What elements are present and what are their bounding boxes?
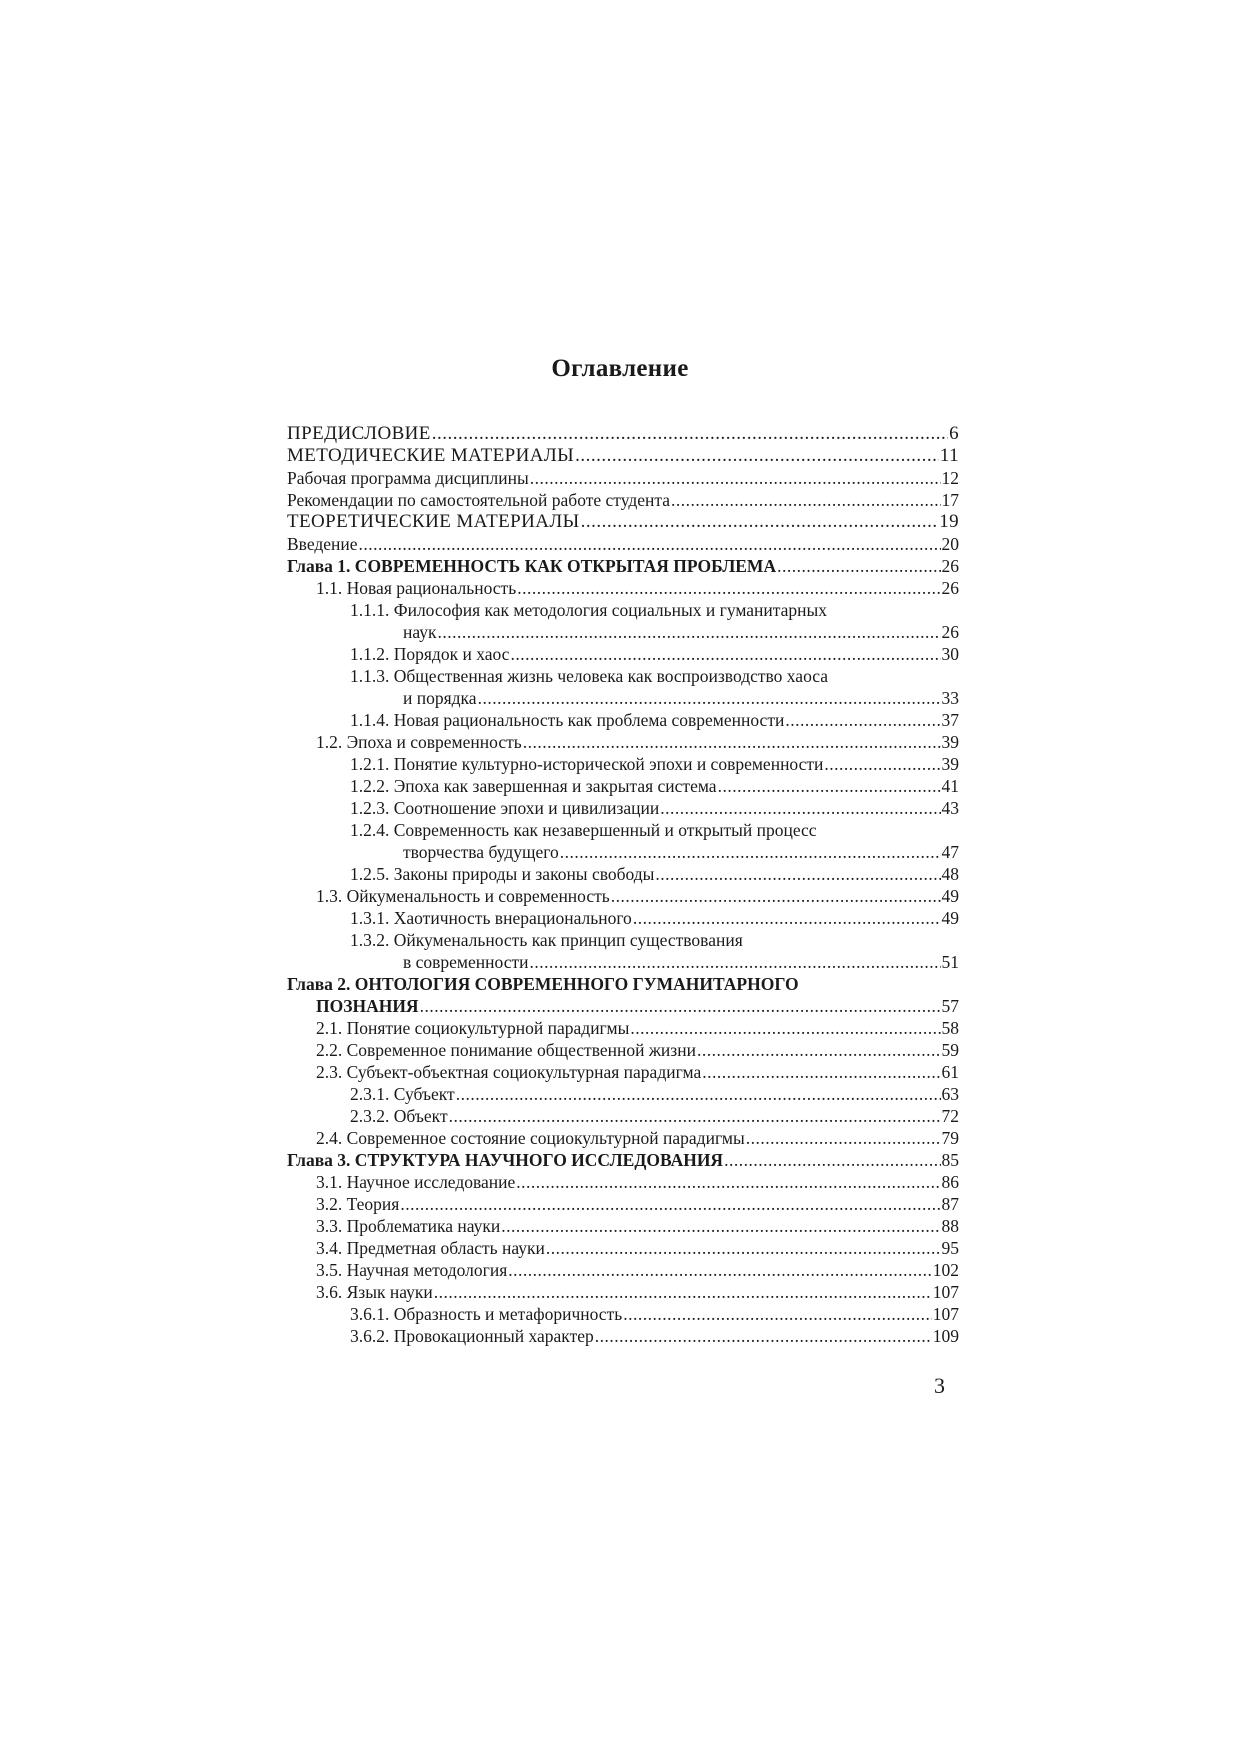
toc-entry-text: 3.6.2. Провокационный характер [350, 1326, 594, 1346]
toc-entry-text: 1.2.4. Современность как незавершенный и открытый процесс [350, 820, 817, 840]
toc-entry [287, 907, 959, 929]
toc-entry-text-cont: ПОЗНАНИЯ [316, 996, 419, 1016]
toc-entry-page: 85 [941, 1150, 959, 1170]
toc-entry-text: Введение [287, 534, 358, 554]
toc-entry [287, 423, 959, 445]
toc-entry-page: 72 [941, 1106, 959, 1126]
toc-entry-text: 3.6. Язык науки [316, 1282, 433, 1302]
toc-entry-page: 109 [932, 1326, 959, 1346]
toc-entry [287, 445, 959, 467]
toc-entry-text: ПРЕДИСЛОВИЕ [287, 423, 431, 444]
toc-entry-text: 3.3. Проблематика науки [316, 1216, 501, 1236]
toc-entry-page: 43 [941, 798, 959, 818]
toc-entry-text: 1.1.1. Философия как методология социальных и гуманитарных [350, 600, 828, 620]
toc-entry-page: 87 [941, 1194, 959, 1214]
toc-entry-page: 107 [932, 1282, 959, 1302]
toc-entry [287, 467, 959, 489]
toc-entry [287, 1039, 959, 1061]
toc-entry [287, 709, 959, 731]
toc-entry-text: 3.6.1. Образность и метафоричность [350, 1304, 623, 1324]
toc-chapter [287, 1149, 959, 1171]
toc-entry-text: 3.1. Научное исследование [316, 1172, 516, 1192]
toc-entry-page: 19 [939, 511, 959, 532]
toc-entry-page: 26 [941, 578, 959, 598]
toc-entry-text: 1.3. Ойкуменальность и современность [316, 886, 610, 906]
toc-entry-page: 30 [941, 644, 959, 664]
toc-entry-page: 11 [939, 445, 959, 466]
toc-entry [287, 797, 959, 819]
toc-entry [287, 1215, 959, 1237]
toc-entry [287, 1259, 959, 1281]
toc-entry-page: 61 [941, 1062, 959, 1082]
page-title: Оглавление [551, 355, 689, 382]
toc-entry-text-cont: творчества будущего [403, 842, 559, 862]
toc-entry [287, 819, 959, 841]
toc-entry-page: 37 [941, 710, 959, 730]
toc-entry [287, 1303, 959, 1325]
toc-entry-page: 17 [941, 490, 959, 510]
table-of-contents [287, 423, 959, 1347]
toc-entry-text-cont: наук [403, 622, 437, 642]
toc-entry-text: Глава 2. ОНТОЛОГИЯ СОВРЕМЕННОГО ГУМАНИТАРНОГО [287, 974, 799, 994]
toc-entry [287, 1171, 959, 1193]
toc-entry-text: 2.3.2. Объект [350, 1106, 448, 1126]
toc-entry [287, 885, 959, 907]
toc-entry [287, 1017, 959, 1039]
toc-entry-text: 2.4. Современное состояние социокультурной парадигмы [316, 1128, 745, 1148]
toc-entry-text: 3.2. Теория [316, 1194, 400, 1214]
toc-entry [287, 1237, 959, 1259]
toc-entry [287, 1193, 959, 1215]
toc-entry [287, 1281, 959, 1303]
toc-entry [287, 731, 959, 753]
toc-entry-text: 1.2.2. Эпоха как завершенная и закрытая система [350, 776, 717, 796]
toc-entry-page: 51 [941, 952, 959, 972]
toc-entry-text: МЕТОДИЧЕСКИЕ МАТЕРИАЛЫ [287, 445, 575, 466]
toc-entry-page: 33 [941, 688, 959, 708]
toc-entry [287, 929, 959, 951]
toc-entry-text: 1.1.3. Общественная жизнь человека как воспроизводство хаоса [350, 666, 829, 686]
toc-entry-page: 26 [941, 556, 959, 576]
toc-entry-continuation [287, 951, 959, 973]
toc-entry-page: 26 [941, 622, 959, 642]
toc-entry-page: 59 [941, 1040, 959, 1060]
toc-entry-page: 58 [941, 1018, 959, 1038]
toc-entry [287, 1325, 959, 1347]
toc-entry-text: ТЕОРЕТИЧЕСКИЕ МАТЕРИАЛЫ [287, 511, 580, 532]
toc-entry [287, 753, 959, 775]
toc-entry [287, 577, 959, 599]
toc-entry-page: 95 [941, 1238, 959, 1258]
toc-entry [287, 489, 959, 511]
toc-entry-page: 49 [941, 886, 959, 906]
toc-entry-text: 3.5. Научная методология [316, 1260, 508, 1280]
toc-entry [287, 775, 959, 797]
toc-entry [287, 599, 959, 621]
toc-entry-page: 63 [941, 1084, 959, 1104]
toc-entry [287, 1061, 959, 1083]
toc-entry-text: 2.2. Современное понимание общественной жизни [316, 1040, 696, 1060]
toc-entry [287, 1083, 959, 1105]
toc-entry [287, 1127, 959, 1149]
toc-entry-text: 1.1.4. Новая рациональность как проблема современности [350, 710, 785, 730]
toc-entry-page: 49 [941, 908, 959, 928]
toc-entry-text: 1.2.5. Законы природы и законы свободы [350, 864, 655, 884]
toc-entry [287, 533, 959, 555]
toc-entry-page: 102 [932, 1260, 959, 1280]
toc-entry-text: 1.1.2. Порядок и хаос [350, 644, 510, 664]
toc-entry [287, 643, 959, 665]
toc-entry-text: 2.1. Понятие социокультурной парадигмы [316, 1018, 630, 1038]
toc-entry-text: 2.3.1. Субъект [350, 1084, 455, 1104]
toc-entry-text: Рабочая программа дисциплины [287, 468, 529, 488]
toc-chapter [287, 973, 959, 995]
toc-entry-page: 47 [941, 842, 959, 862]
toc-chapter-continuation [287, 995, 959, 1017]
toc-entry-continuation [287, 841, 959, 863]
toc-entry-text: Рекомендации по самостоятельной работе студента [287, 490, 671, 510]
toc-entry-page: 41 [941, 776, 959, 796]
toc-entry-text: 1.2.3. Соотношение эпохи и цивилизации [350, 798, 660, 818]
toc-entry [287, 863, 959, 885]
toc-entry-text: 1.1. Новая рациональность [316, 578, 517, 598]
toc-entry-text: 1.2. Эпоха и современность [316, 732, 522, 752]
toc-entry-text: Глава 1. СОВРЕМЕННОСТЬ КАК ОТКРЫТАЯ ПРОБЛЕМА [287, 556, 777, 576]
toc-entry-page: 86 [941, 1172, 959, 1192]
toc-entry [287, 1105, 959, 1127]
toc-entry-page: 107 [932, 1304, 959, 1324]
toc-entry-page: 39 [941, 754, 959, 774]
toc-entry-page: 48 [941, 864, 959, 884]
toc-entry-text-cont: и порядка [403, 688, 477, 708]
toc-entry-page: 6 [949, 423, 959, 444]
toc-entry-text: 1.3.1. Хаотичность внерационального [350, 908, 632, 928]
toc-entry-page: 57 [941, 996, 959, 1016]
toc-entry-text: 3.4. Предметная область науки [316, 1238, 545, 1258]
toc-entry-page: 88 [941, 1216, 959, 1236]
toc-entry-text: 2.3. Субъект-объектная социокультурная парадигма [316, 1062, 702, 1082]
toc-entry-page: 79 [941, 1128, 959, 1148]
toc-entry-continuation [287, 621, 959, 643]
toc-entry-text: 1.2.1. Понятие культурно-исторической эпохи и современности [350, 754, 824, 774]
toc-chapter [287, 555, 959, 577]
toc-entry-text-cont: в современности [403, 952, 529, 972]
toc-entry-page: 39 [941, 732, 959, 752]
page-number: 3 [934, 1373, 945, 1398]
toc-entry-text: 1.3.2. Ойкуменальность как принцип существования [350, 930, 743, 950]
toc-entry-continuation [287, 687, 959, 709]
toc-entry-page: 20 [941, 534, 959, 554]
toc-entry [287, 511, 959, 533]
toc-entry-page: 12 [941, 468, 959, 488]
toc-entry-text: Глава 3. СТРУКТУРА НАУЧНОГО ИССЛЕДОВАНИЯ [287, 1150, 724, 1170]
toc-entry [287, 665, 959, 687]
